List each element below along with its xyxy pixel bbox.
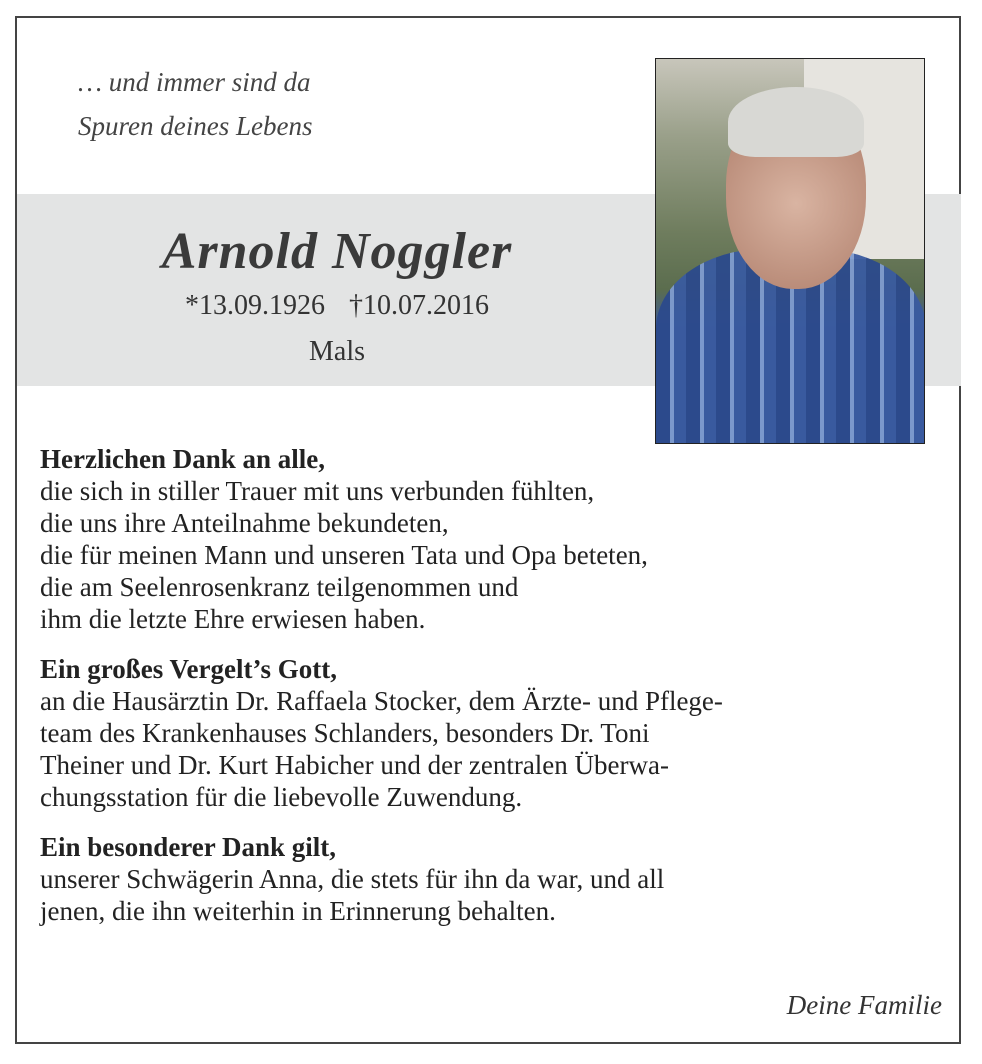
text-line: ihm die letzte Ehre erwiesen haben. <box>40 604 426 634</box>
life-dates <box>17 290 657 322</box>
text-line: die uns ihre Anteilnahme bekundeten, <box>40 508 449 538</box>
motto <box>78 60 312 148</box>
text-line: jenen, die ihn weiterhin in Erinnerung behalten. <box>40 896 556 926</box>
text-line: Theiner und Dr. Kurt Habicher und der zentralen Überwa- <box>40 750 669 780</box>
text-line: chungsstation für die liebevolle Zuwendung. <box>40 782 523 812</box>
place: Mals <box>309 336 365 367</box>
death-date: †10.07.2016 <box>349 290 489 321</box>
signature: Deine Familie <box>786 990 942 1020</box>
birth-date: *13.09.1926 <box>185 290 325 321</box>
motto-line: … und immer sind da <box>78 67 311 97</box>
text-line: die für meinen Mann und unseren Tata und Opa beteten, <box>40 540 648 570</box>
section-heading: Herzlichen Dank an alle, <box>40 444 325 474</box>
text-line: die sich in stiller Trauer mit uns verbunden fühlten, <box>40 476 595 506</box>
deceased-name: Arnold Noggler <box>161 223 513 280</box>
text-line: team des Krankenhauses Schlanders, besonders Dr. Toni <box>40 718 650 748</box>
thanks-text <box>40 443 723 927</box>
text-line: unserer Schwägerin Anna, die stets für ihn da war, und all <box>40 864 665 894</box>
text-line: die am Seelenrosenkranz teilgenommen und <box>40 572 519 602</box>
section-heading: Ein großes Vergelt’s Gott, <box>40 654 337 684</box>
section-heading: Ein besonderer Dank gilt, <box>40 832 337 862</box>
motto-line: Spuren deines Lebens <box>78 111 313 141</box>
text-line: an die Hausärztin Dr. Raffaela Stocker, dem Ärzte- und Pflege- <box>40 686 723 716</box>
portrait-photo <box>655 58 925 444</box>
